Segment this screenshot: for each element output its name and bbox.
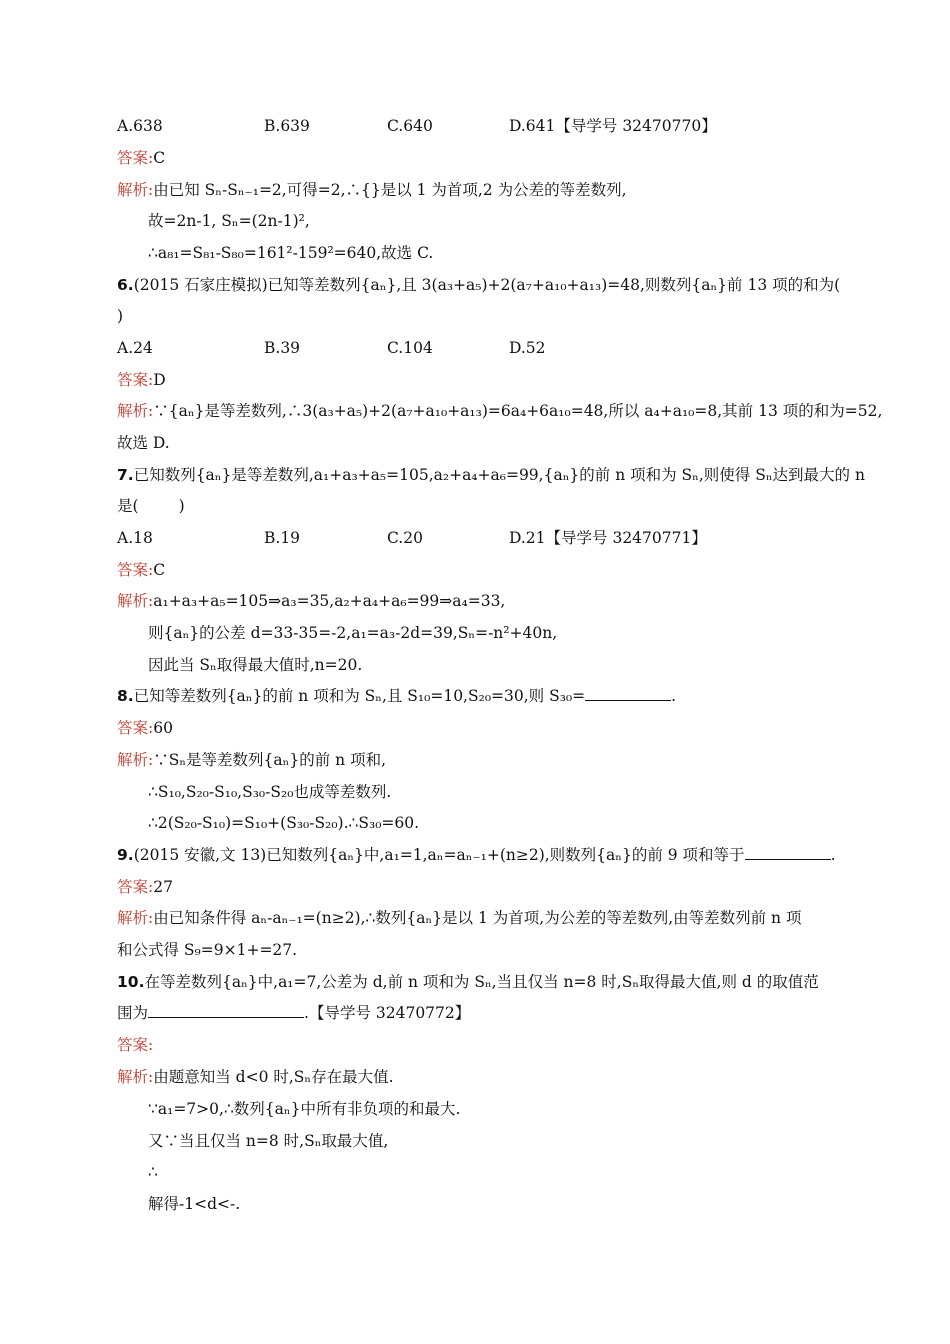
q8-stem xyxy=(117,681,890,711)
analysis-label: 解析: xyxy=(117,751,154,769)
q6-stem xyxy=(117,270,890,300)
q10-stem-cont xyxy=(117,998,890,1028)
answer-label: 答案: xyxy=(117,371,154,389)
analysis-label: 解析: xyxy=(117,909,154,927)
answer-value: C xyxy=(153,561,166,579)
analysis-line: 又∵当且仅当 n=8 时,Sₙ取最大值, xyxy=(148,1132,389,1150)
analysis-line: ∴S₁₀,S₂₀-S₁₀,S₃₀-S₂₀也成等差数列. xyxy=(148,783,392,801)
question-text: 已知数列{aₙ}是等差数列,a₁+a₃+a₅=105,a₂+a₄+a₆=99,{aₙ}的前 n 项和为 Sₙ,则使得 Sₙ达到最大的 n xyxy=(133,466,865,484)
q7-analysis xyxy=(117,586,890,616)
option-d: D.21【导学号 32470771】 xyxy=(509,529,707,547)
option-d: D.641【导学号 32470770】 xyxy=(509,117,717,135)
answer-value: 60 xyxy=(153,719,173,737)
q5-analysis xyxy=(117,175,890,205)
question-text: . xyxy=(671,687,677,705)
answer-value: C xyxy=(153,149,166,167)
question-number: 8. xyxy=(117,687,134,705)
q10-answer xyxy=(117,1030,890,1060)
question-text: . xyxy=(830,846,836,864)
analysis-label: 解析: xyxy=(117,1068,154,1086)
answer-value: D xyxy=(153,371,166,389)
q10-analysis xyxy=(117,1062,890,1092)
analysis-line: 由题意知当 d<0 时,Sₙ存在最大值. xyxy=(153,1068,394,1086)
option-a: A.18 xyxy=(117,529,153,547)
q6-analysis xyxy=(117,396,890,426)
answer-label: 答案: xyxy=(117,1036,154,1054)
analysis-line: ∴ xyxy=(148,1163,158,1181)
analysis-line: 故=2n-1, Sₙ=(2n-1)², xyxy=(148,212,310,230)
option-d: D.52 xyxy=(509,339,546,357)
question-text: 围为 xyxy=(117,1004,149,1022)
question-text: (2015 石家庄模拟)已知等差数列{aₙ},且 3(a₃+a₅)+2(a₇+a₁₀+a₁₃)=48,则数列{aₙ}前 13 项的和为( xyxy=(133,276,841,294)
analysis-line: ∵Sₙ是等差数列{aₙ}的前 n 项和, xyxy=(153,751,386,769)
analysis-line: a₁+a₃+a₅=105⇒a₃=35,a₂+a₄+a₆=99⇒a₄=33, xyxy=(153,592,506,610)
question-number: 10. xyxy=(117,973,145,991)
option-c: C.20 xyxy=(387,529,423,547)
q9-analysis xyxy=(117,903,890,933)
q6-answer xyxy=(117,365,890,395)
option-a: A.24 xyxy=(117,339,153,357)
analysis-label: 解析: xyxy=(117,181,154,199)
question-text: .【导学号 32470772】 xyxy=(304,1004,471,1022)
analysis-line: ∴a₈₁=S₈₁-S₈₀=161²-159²=640,故选 C. xyxy=(148,244,434,262)
question-text: 是( xyxy=(117,497,139,515)
option-b: B.19 xyxy=(264,529,301,547)
q7-stem-cont xyxy=(117,491,890,521)
analysis-line: 由已知 Sₙ-Sₙ₋₁=2,可得=2,∴{}是以 1 为首项,2 为公差的等差数列, xyxy=(153,181,627,199)
analysis-line: 故选 D. xyxy=(117,434,170,452)
option-c: C.640 xyxy=(387,117,433,135)
question-number: 6. xyxy=(117,276,134,294)
answer-blank xyxy=(148,999,304,1018)
analysis-line: ∴2(S₂₀-S₁₀)=S₁₀+(S₃₀-S₂₀).∴S₃₀=60. xyxy=(148,814,420,832)
q9-stem xyxy=(117,840,890,870)
answer-label: 答案: xyxy=(117,878,154,896)
q7-options xyxy=(117,523,890,553)
analysis-label: 解析: xyxy=(117,592,154,610)
q7-stem xyxy=(117,460,890,490)
option-b: B.639 xyxy=(264,117,310,135)
answer-label: 答案: xyxy=(117,719,154,737)
question-number: 9. xyxy=(117,846,134,864)
question-text: (2015 安徽,文 13)已知数列{aₙ}中,a₁=1,aₙ=aₙ₋₁+(n≥2),则数列{aₙ}的前 9 项和等于 xyxy=(133,846,745,864)
q8-answer xyxy=(117,713,890,743)
answer-label: 答案: xyxy=(117,149,154,167)
analysis-line: 解得-1<d<-. xyxy=(148,1195,241,1213)
question-text: ) xyxy=(178,497,185,515)
analysis-label: 解析: xyxy=(117,402,154,420)
q5-options xyxy=(117,111,890,141)
answer-label: 答案: xyxy=(117,561,154,579)
q8-analysis xyxy=(117,745,890,775)
answer-blank xyxy=(745,841,831,860)
q7-answer xyxy=(117,555,890,585)
analysis-line: 由已知条件得 aₙ-aₙ₋₁=(n≥2),∴数列{aₙ}是以 1 为首项,为公差的等差数列,由等差数列前 n 项 xyxy=(153,909,802,927)
answer-value: 27 xyxy=(153,878,173,896)
question-text: 已知等差数列{aₙ}的前 n 项和为 Sₙ,且 S₁₀=10,S₂₀=30,则 S₃₀= xyxy=(133,687,586,705)
q6-options xyxy=(117,333,890,363)
question-text: 在等差数列{aₙ}中,a₁=7,公差为 d,前 n 项和为 Sₙ,当且仅当 n=8 时,Sₙ取得最大值,则 d 的取值范 xyxy=(144,973,819,991)
analysis-line: ∵{aₙ}是等差数列,∴3(a₃+a₅)+2(a₇+a₁₀+a₁₃)=6a₄+6a₁₀=48,所以 a₄+a₁₀=8,其前 13 项的和为=52, xyxy=(153,402,883,420)
answer-blank xyxy=(585,682,671,701)
question-number: 7. xyxy=(117,466,134,484)
option-b: B.39 xyxy=(264,339,301,357)
analysis-line: 和公式得 S₉=9×1+=27. xyxy=(117,941,298,959)
q5-answer xyxy=(117,143,890,173)
analysis-line: 则{aₙ}的公差 d=33-35=-2,a₁=a₃-2d=39,Sₙ=-n²+40n, xyxy=(148,624,558,642)
q6-stem-cont: ) xyxy=(117,307,124,325)
analysis-line: 因此当 Sₙ取得最大值时,n=20. xyxy=(148,656,363,674)
option-a: A.638 xyxy=(117,117,163,135)
q10-stem xyxy=(117,967,890,997)
option-c: C.104 xyxy=(387,339,433,357)
analysis-line: ∵a₁=7>0,∴数列{aₙ}中所有非负项的和最大. xyxy=(148,1100,461,1118)
q9-answer xyxy=(117,872,890,902)
